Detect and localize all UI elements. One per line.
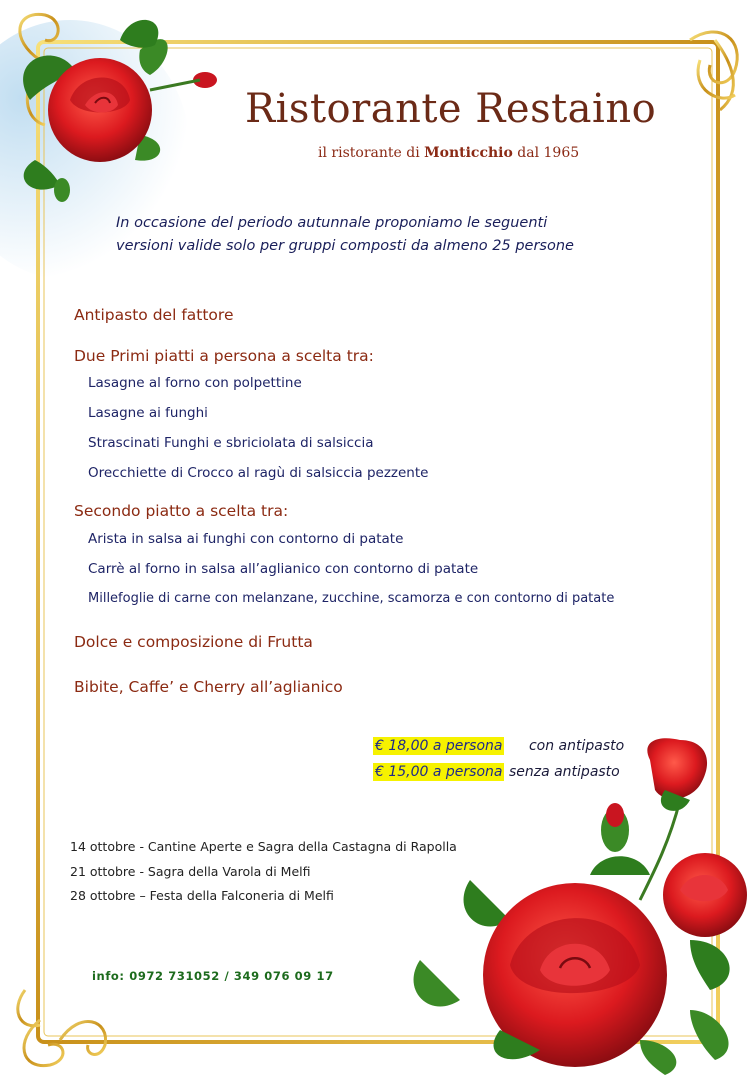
menu-dolce: Dolce e composizione di Frutta: [74, 633, 313, 651]
price-row-with-antipasto: [373, 738, 624, 754]
contact-info: info: 0972 731052 / 349 076 09 17: [92, 969, 334, 983]
subtitle-suffix: dal 1965: [517, 145, 580, 161]
menu-bibite: Bibite, Caffe’ e Cherry all’aglianico: [74, 678, 343, 696]
subtitle-place: Monticchio: [424, 145, 513, 161]
menu-secondi-heading: Secondo piatto a scelta tra:: [74, 502, 289, 520]
menu-primi-item: Lasagne ai funghi: [88, 405, 208, 421]
menu-primi-item: Strascinati Funghi e sbriciolata di salsiccia: [88, 435, 374, 451]
rose-bud-middle: [601, 803, 629, 852]
corner-flourish-bottom-left: [18, 990, 106, 1066]
menu-primi-item: Lasagne al forno con polpettine: [88, 375, 302, 391]
event-item: 21 ottobre - Sagra della Varola di Melfi: [70, 864, 311, 879]
price-row-without-antipasto: [373, 764, 620, 780]
menu-secondi-item: Carrè al forno in salsa all’aglianico con contorno di patate: [88, 561, 479, 577]
event-item: 28 ottobre – Festa della Falconeria di Melfi: [70, 888, 334, 903]
menu-secondi-item: Arista in salsa ai funghi con contorno di patate: [88, 531, 404, 547]
menu-primi-heading: Due Primi piatti a persona a scelta tra:: [74, 347, 374, 365]
menu-primi-item: Orecchiette di Crocco al ragù di salsiccia pezzente: [88, 465, 429, 481]
intro-line-2: versioni valide solo per gruppi composti da almeno 25 persone: [116, 238, 574, 254]
subtitle-prefix: il ristorante di: [318, 145, 420, 161]
price-amount: € 15,00 a persona: [375, 764, 503, 780]
price-amount: € 18,00 a persona: [375, 738, 503, 754]
restaurant-subtitle: [318, 145, 579, 161]
intro-text: [116, 212, 676, 258]
menu-secondi-item: Millefoglie di carne con melanzane, zucchine, scamorza e con contorno di patate: [88, 591, 615, 606]
menu-antipasto: Antipasto del fattore: [74, 306, 234, 324]
price-note: con antipasto: [528, 738, 625, 754]
price-note: senza antipasto: [508, 764, 620, 780]
restaurant-title: Ristorante Restaino: [245, 86, 657, 132]
intro-line-1: In occasione del periodo autunnale proponiamo le seguenti: [116, 215, 548, 231]
event-item: 14 ottobre - Cantine Aperte e Sagra della Castagna di Rapolla: [70, 839, 457, 854]
